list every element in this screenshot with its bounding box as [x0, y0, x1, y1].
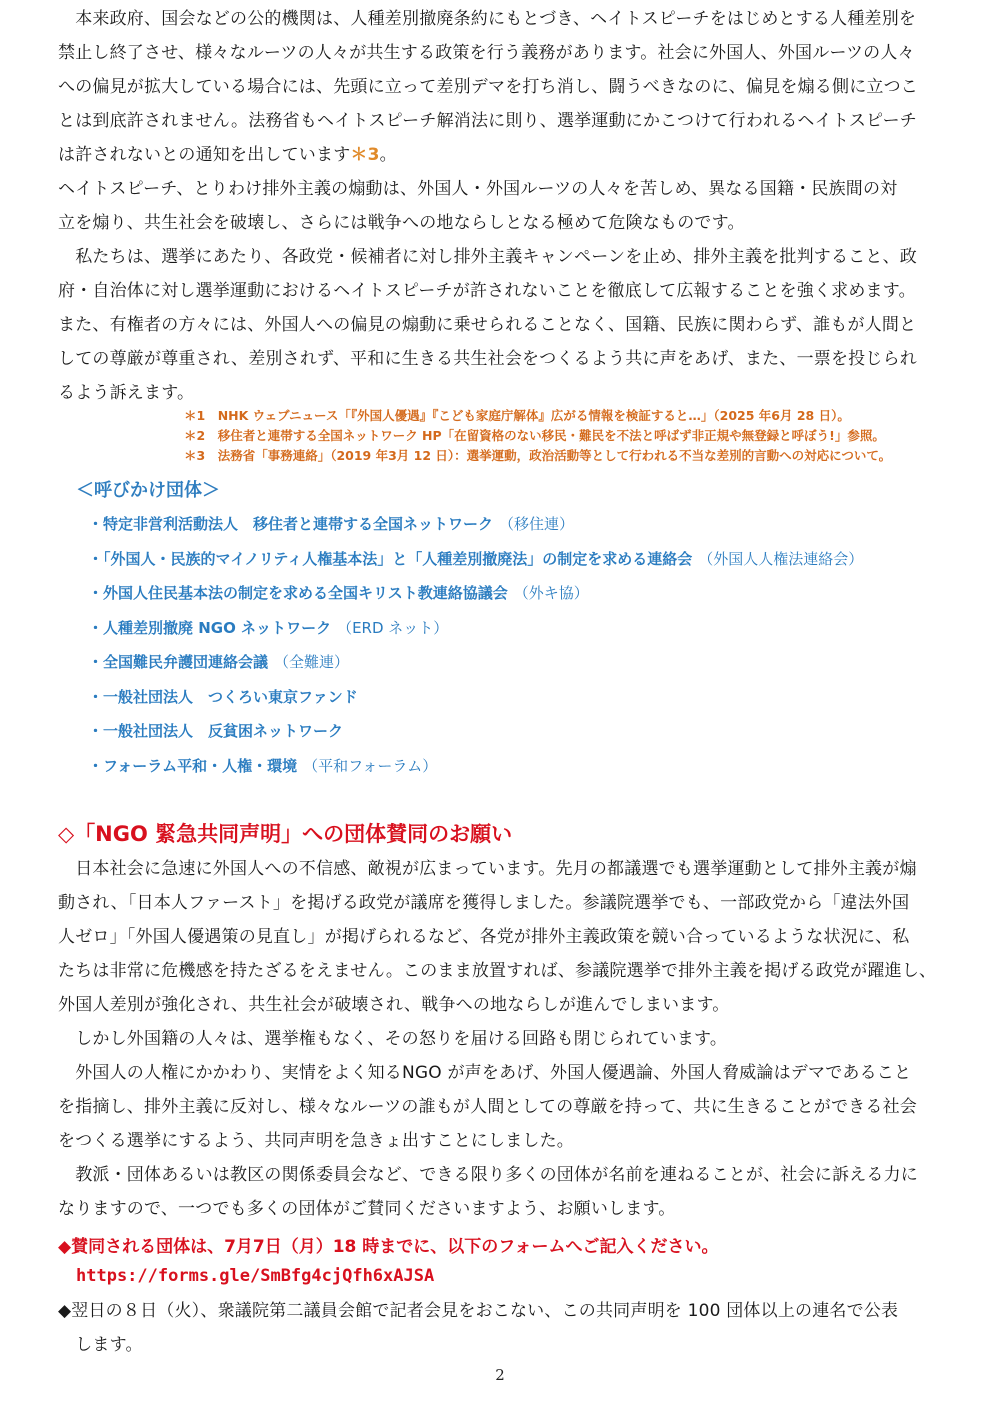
paragraph-demands: [58, 240, 938, 410]
paragraph-public-duty: [58, 2, 938, 172]
text-line: 外国人差別が強化され、共生社会が破壊され、戦争への地ならしが進んでしまいます。: [58, 995, 730, 1015]
footnote-2: ＊2 移住者と連帯する全国ネットワーク HP「在留資格のない移民・難民を不法と呼ばず非正規や無登録と呼ぼう!」参照。: [184, 428, 885, 443]
text-line: 教派・団体あるいは教区の関係委員会など、できる限り多くの団体が名前を連ねることが、社会に訴える力に: [58, 1165, 918, 1185]
text-line: るよう訴えます。: [58, 383, 195, 403]
text-line: [58, 138, 938, 172]
text-line: 本来政府、国会などの公的機関は、人種差別撤廃条約にもとづき、ヘイトスピーチをはじめとする人種差別を: [58, 9, 917, 29]
text-line: しての尊厳が尊重され、差別されず、平和に生きる共生社会をつくるよう共に声をあげ、また、一票を投じられ: [58, 349, 917, 369]
list-item: [88, 719, 863, 754]
organizations-list: [88, 512, 863, 788]
text-line: なりますので、一つでも多くの団体がご賛同くださいますよう、お願いします。: [58, 1199, 676, 1219]
organization-abbr: （移住連）: [499, 515, 575, 533]
organization-name: ・全国難民弁護団連絡会議: [88, 653, 269, 671]
list-item: [88, 754, 863, 789]
footnote-1: ＊1 NHK ウェブニュース「『外国人優遇』『こども家庭庁解体』広がる情報を検証すると…」（2025 年6月 28 日）。: [184, 408, 850, 423]
text-line: をつくる選挙にするよう、共同声明を急きょ出すことにしました。: [58, 1131, 574, 1151]
organization-name: ・「外国人・民族的マイノリティ人権基本法」と「人種差別撤廃法」の制定を求める連絡会: [88, 549, 693, 568]
text-line: ◆翌日の８日（火）、衆議院第二議員会館で記者会見をおこない、この共同声明を 100 団体以上の連名で公表: [58, 1301, 899, 1321]
list-item: [88, 685, 863, 720]
text-line: 日本社会に急速に外国人への不信感、敵視が広まっています。先月の都議選でも選挙運動として排外主義が煽: [58, 859, 917, 879]
list-item: [88, 650, 863, 685]
text-line: します。: [58, 1335, 143, 1355]
text-line: 外国人の人権にかかわり、実情をよく知るNGO が声をあげ、外国人優遇論、外国人脅威論はデマであること: [58, 1063, 912, 1083]
organization-abbr: （外国人人権法連絡会）: [698, 549, 864, 568]
footnotes: [184, 406, 944, 466]
organization-name: ・外国人住民基本法の制定を求める全国キリスト教連絡協議会: [88, 584, 508, 602]
organization-abbr: （ERD ネット）: [337, 618, 449, 637]
text-line: 動され、「日本人ファースト」を掲げる政党が議席を獲得しました。参議院選挙でも、一部政党から「違法外国: [58, 893, 910, 913]
text-line: への偏見が拡大している場合には、先頭に立って差別デマを打ち消し、闘うべきなのに、偏見を煽る側に立つこ: [58, 77, 918, 97]
organization-abbr: （全難連）: [274, 653, 350, 671]
page-number: 2: [495, 1366, 505, 1384]
list-item: [88, 581, 863, 616]
text-line: とは到底許されません。法務省もヘイトスピーチ解消法に則り、選挙運動にかこつけて行われるヘイトスピーチ: [58, 111, 917, 131]
text-line: また、有権者の方々には、外国人への偏見の煽動に乗せられることなく、国籍、民族に関わらず、誰もが人間と: [58, 315, 917, 335]
organization-name: ・一般社団法人 反貧困ネットワーク: [88, 722, 344, 740]
list-item: [88, 547, 863, 582]
text-line: しかし外国籍の人々は、選挙権もなく、その怒りを届ける回路も閉じられています。: [58, 1029, 728, 1049]
list-item: [88, 512, 863, 547]
paragraph-press-conference: [58, 1294, 938, 1362]
text-fragment: は許されないとの通知を出しています: [58, 145, 351, 165]
organization-abbr: （平和フォーラム）: [303, 756, 438, 775]
paragraph-hate-speech: [58, 172, 938, 240]
form-link[interactable]: https://forms.gle/SmBfg4cjQfh6xAJSA: [76, 1266, 435, 1286]
text-fragment: 。: [379, 145, 397, 165]
text-line: 禁止し終了させ、様々なルーツの人々が共生する政策を行う義務があります。社会に外国人、外国ルーツの人々: [58, 43, 915, 63]
text-line: を指摘し、排外主義に反対し、様々なルーツの誰もが人間としての尊厳を持って、共に生きることができる社会: [58, 1097, 917, 1117]
text-line: 府・自治体に対し選挙運動におけるヘイトスピーチが許されないことを徹底して広報することを強く求めます。: [58, 281, 916, 301]
section-title: ◇「NGO 緊急共同声明」への団体賛同のお願い: [58, 822, 513, 846]
footnote-3: ＊3 法務省「事務連絡」（2019 年3月 12 日）：選挙運動，政治活動等として行われる不当な差別的言動への対応について。: [184, 448, 892, 463]
footnote-ref-3[interactable]: ＊3: [350, 145, 380, 165]
organizations-heading: ＜呼びかけ団体＞: [76, 480, 220, 501]
paragraph-situation: [58, 852, 938, 1226]
text-line: ヘイトスピーチ、とりわけ排外主義の煽動は、外国人・外国ルーツの人々を苦しめ、異なる国籍・民族間の対: [58, 179, 898, 199]
text-line: 立を煽り、共生社会を破壊し、さらには戦争への地ならしとなる極めて危険なものです。: [58, 213, 745, 233]
deadline-notice: ◆賛同される団体は、7月7日（月）18 時までに、以下のフォームへご記入ください。: [58, 1237, 719, 1257]
organization-name: ・特定非営利活動法人 移住者と連帯する全国ネットワーク: [88, 515, 494, 533]
organization-abbr: （外キ協）: [513, 584, 589, 602]
organization-name: ・一般社団法人 つくろい東京ファンド: [88, 687, 358, 706]
organization-name: ・人種差別撤廃 NGO ネットワーク: [88, 618, 332, 637]
text-line: 人ゼロ」「外国人優遇策の見直し」が掲げられるなど、各党が排外主義政策を競い合っているような状況に、私: [58, 927, 910, 947]
list-item: [88, 616, 863, 651]
text-line: 私たちは、選挙にあたり、各政党・候補者に対し排外主義キャンペーンを止め、排外主義を批判すること、政: [58, 247, 917, 267]
text-line: たちは非常に危機感を持たざるをえません。このまま放置すれば、参議院選挙で排外主義を掲げる政党が躍進し、: [58, 961, 937, 981]
organization-name: ・フォーラム平和・人権・環境: [88, 756, 298, 775]
